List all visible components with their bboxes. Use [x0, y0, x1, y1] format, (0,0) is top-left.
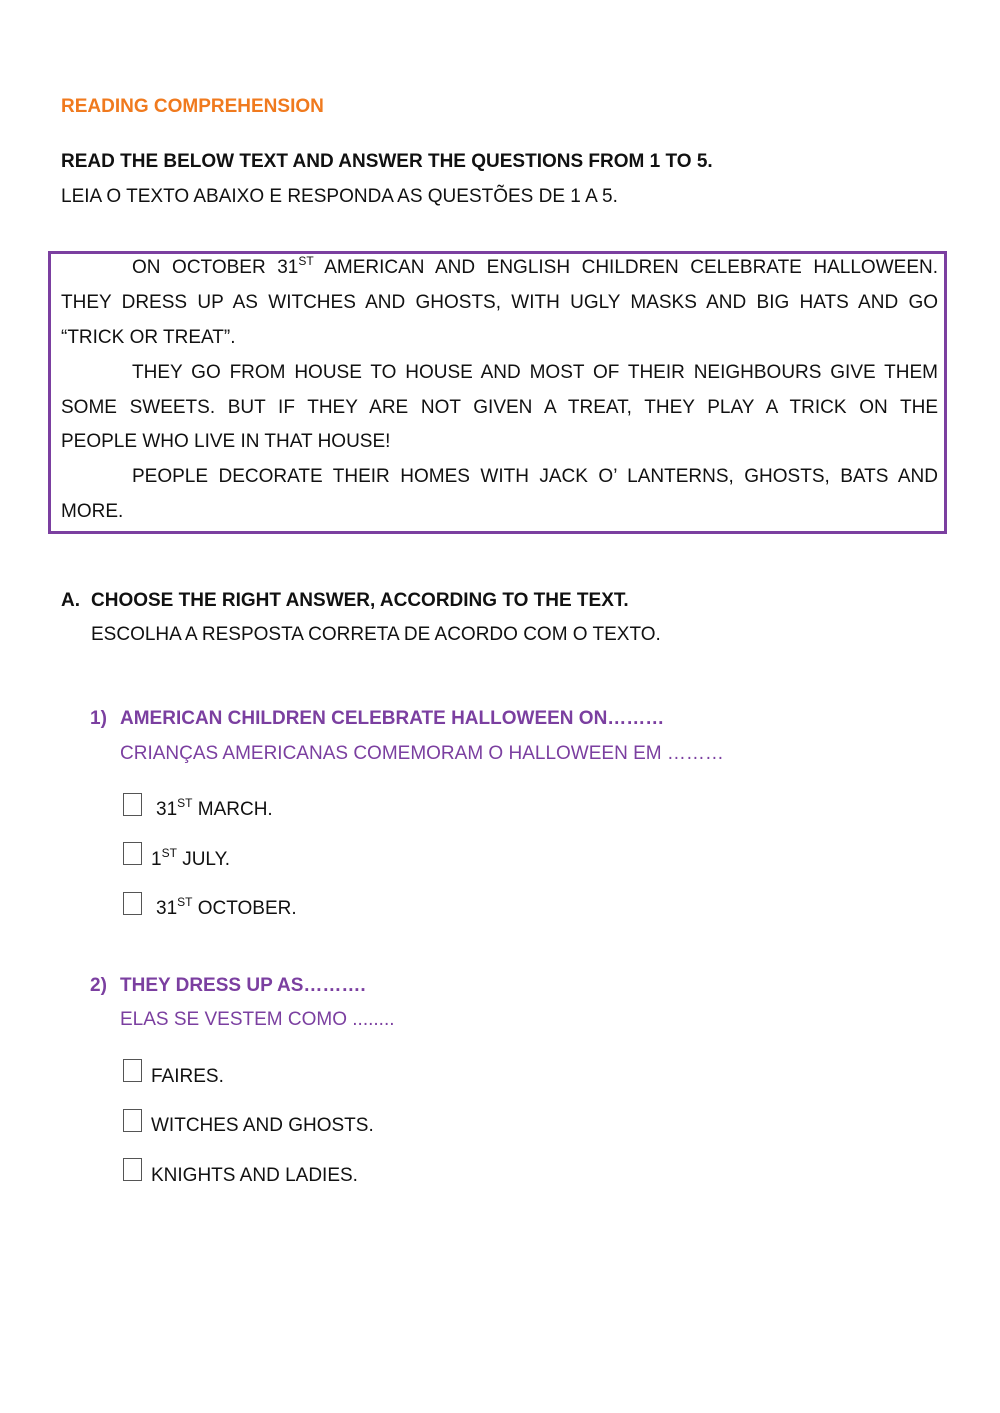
passage-line: SOME SWEETS. BUT IF THEY ARE NOT GIVEN A TREAT, THEY PLAY A TRICK ON THE: [61, 397, 938, 418]
answer-checkbox[interactable]: [123, 1059, 142, 1082]
answer-option-label: 1ST JULY.: [151, 846, 231, 870]
question-text-english: THEY DRESS UP AS……….: [120, 975, 366, 996]
passage-line: PEOPLE DECORATE THEIR HOMES WITH JACK O’ LANTERNS, GHOSTS, BATS AND: [132, 466, 938, 487]
answer-option-label: WITCHES AND GHOSTS.: [151, 1115, 374, 1136]
answer-checkbox[interactable]: [123, 842, 142, 865]
answer-checkbox[interactable]: [123, 793, 142, 816]
section-instruction-portuguese: ESCOLHA A RESPOSTA CORRETA DE ACORDO COM O TEXTO.: [91, 624, 661, 645]
passage-line: THEY GO FROM HOUSE TO HOUSE AND MOST OF THEIR NEIGHBOURS GIVE THEM: [132, 362, 938, 383]
answer-checkbox[interactable]: [123, 1158, 142, 1181]
passage-line: PEOPLE WHO LIVE IN THAT HOUSE!: [61, 431, 391, 452]
section-title: READING COMPREHENSION: [61, 96, 324, 117]
instruction-portuguese: LEIA O TEXTO ABAIXO E RESPONDA AS QUESTÕES DE 1 A 5.: [61, 186, 618, 207]
answer-checkbox[interactable]: [123, 892, 142, 915]
passage-line: MORE.: [61, 501, 124, 522]
passage-line: “TRICK OR TREAT”.: [61, 327, 236, 348]
question-text-portuguese: ELAS SE VESTEM COMO ........: [120, 1009, 395, 1030]
answer-checkbox[interactable]: [123, 1109, 142, 1132]
question-number: 2): [90, 975, 107, 996]
section-letter: A.: [61, 590, 80, 611]
section-instruction-english: CHOOSE THE RIGHT ANSWER, ACCORDING TO THE TEXT.: [91, 590, 629, 611]
passage-line: ON OCTOBER 31ST AMERICAN AND ENGLISH CHILDREN CELEBRATE HALLOWEEN.: [132, 254, 938, 278]
answer-option-label: 31ST OCTOBER.: [156, 895, 297, 919]
question-text-english: AMERICAN CHILDREN CELEBRATE HALLOWEEN ON………: [120, 708, 665, 729]
answer-option-label: 31ST MARCH.: [156, 796, 273, 820]
instruction-english: READ THE BELOW TEXT AND ANSWER THE QUESTIONS FROM 1 TO 5.: [61, 151, 713, 172]
answer-option-label: FAIRES.: [151, 1066, 224, 1087]
question-text-portuguese: CRIANÇAS AMERICANAS COMEMORAM O HALLOWEEN EM ………: [120, 743, 724, 764]
passage-line: THEY DRESS UP AS WITCHES AND GHOSTS, WITH UGLY MASKS AND BIG HATS AND GO: [61, 292, 938, 313]
question-number: 1): [90, 708, 107, 729]
answer-option-label: KNIGHTS AND LADIES.: [151, 1165, 358, 1186]
